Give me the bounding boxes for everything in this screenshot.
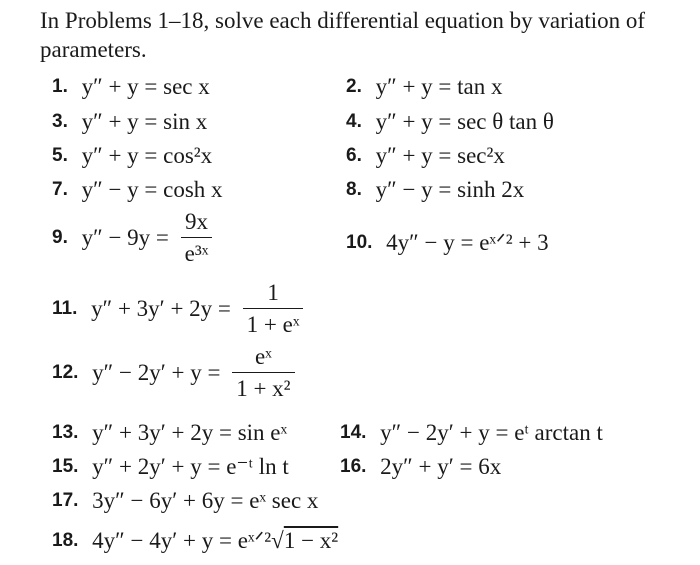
equation: y″ + y = sec x: [81, 73, 210, 99]
problem-16: [340, 452, 501, 480]
equation: 4y″ − y = eˣᐟ² + 3: [386, 229, 549, 255]
problem-number: 18.: [52, 530, 79, 551]
problem-number: 9.: [52, 227, 68, 249]
problem-5: [52, 141, 212, 169]
denominator: 1 + x²: [232, 372, 294, 402]
fraction: [232, 344, 294, 402]
problem-9: [52, 209, 212, 267]
equation: y″ + y = sec θ tan θ: [375, 108, 554, 134]
problem-number: 1.: [52, 76, 68, 97]
radicand: 1 − x²: [283, 527, 339, 553]
problem-17: [52, 486, 318, 514]
problem-number: 17.: [52, 490, 79, 511]
equation: 2y″ + y′ = 6x: [380, 453, 502, 479]
problem-number: 10.: [346, 232, 373, 253]
problem-6: [346, 141, 505, 169]
equation: y″ + y = sin x: [81, 108, 208, 134]
problem-number: 8.: [346, 179, 362, 200]
problem-14: [340, 418, 603, 446]
fraction: [181, 209, 213, 267]
problem-number: 7.: [52, 179, 68, 200]
denominator: 1 + eˣ: [243, 308, 304, 338]
problem-number: 14.: [340, 422, 367, 443]
problem-number: 11.: [52, 298, 78, 320]
problem-number: 13.: [52, 422, 79, 443]
problem-number: 16.: [340, 456, 367, 477]
numerator: 1: [267, 280, 279, 305]
problem-number: 3.: [52, 111, 68, 132]
problem-11: [52, 280, 303, 338]
problem-number: 5.: [52, 145, 68, 166]
equation: y″ + y = cos²x: [81, 142, 213, 168]
problem-number: 6.: [346, 145, 362, 166]
equation: y″ + y = sec²x: [375, 142, 505, 168]
problem-15: [52, 452, 289, 480]
numerator: 9x: [185, 209, 209, 234]
equation: y″ − y = cosh x: [81, 176, 223, 202]
problem-number: 12.: [52, 362, 79, 384]
equation: y″ + 3y′ + 2y = sin eˣ: [92, 419, 288, 445]
fraction: [243, 280, 304, 338]
problem-10: [346, 228, 549, 256]
problem-number: 2.: [346, 76, 362, 97]
problem-3: [52, 107, 207, 135]
equation: y″ − 2y′ + y =: [92, 360, 221, 385]
problem-2: [346, 72, 502, 100]
problem-number: 4.: [346, 111, 362, 132]
numerator: eˣ: [254, 344, 272, 369]
problem-8: [346, 175, 524, 203]
equation: y″ + 3y′ + 2y =: [91, 296, 231, 321]
equation: y″ − 9y =: [81, 225, 169, 250]
equation: y″ − y = sinh 2x: [375, 176, 525, 202]
problem-12: [52, 344, 295, 402]
problem-number: 15.: [52, 456, 79, 477]
equation: 3y″ − 6y′ + 6y = eˣ sec x: [92, 487, 319, 513]
problem-1: [52, 72, 210, 100]
problem-13: [52, 418, 287, 446]
denominator: e³ˣ: [181, 237, 213, 267]
equation: y″ + y = tan x: [375, 73, 503, 99]
equation: y″ + 2y′ + y = e⁻ᵗ ln t: [92, 453, 289, 479]
problem-set-intro: In Problems 1–18, solve each differential equation by variation of parameters.: [40, 8, 646, 62]
equation: y″ − 2y′ + y = eᵗ arctan t: [380, 419, 603, 445]
problem-7: [52, 175, 223, 203]
problem-4: [346, 107, 554, 135]
equation: 4y″ − 4y′ + y = eˣᐟ²√: [92, 527, 284, 553]
problem-18: [52, 526, 338, 554]
